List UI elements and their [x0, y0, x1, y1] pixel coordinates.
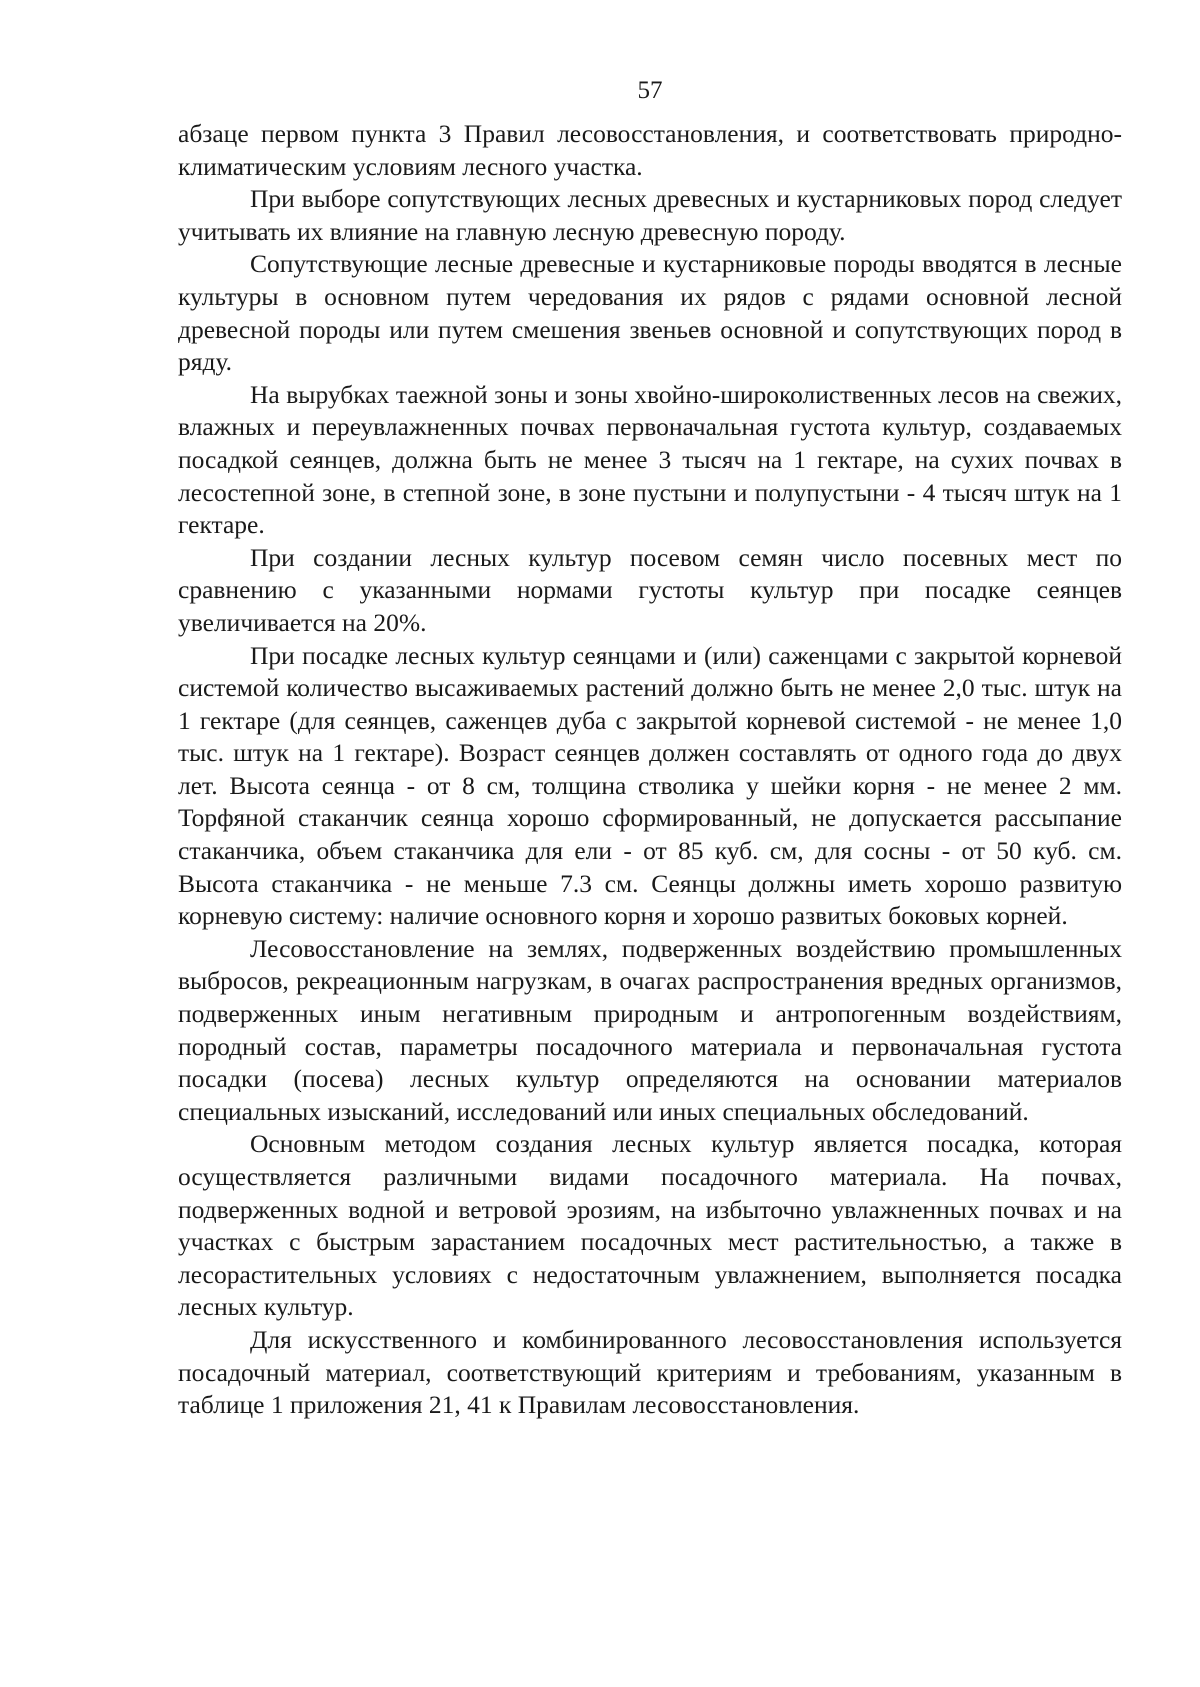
paragraph: При выборе сопутствующих лесных древесных и кустарниковых пород следует учитывать их влияние на главную лесную древесную породу. — [178, 184, 1122, 246]
page-number: 57 — [637, 77, 663, 104]
body-text — [178, 118, 1122, 1422]
paragraph: Для искусственного и комбинированного лесовосстановления используется посадочный материал, соответствующий критериям и требованиям, указанным в таблице 1 приложения 21, 41 к Правилам лесовосстановления. — [178, 1324, 1122, 1420]
paragraph: Основным методом создания лесных культур является посадка, которая осуществляется различными видами посадочного материала. На почвах, подверженных водной и ветровой эрозиям, на избыточно увлажненных почвах и на участках с быстрым зарастанием посадочных мест растительностью, а также в лесорастительных условиях с недостаточным увлажнением, выполняется посадка лесных культур. — [178, 1129, 1122, 1322]
paragraph: На вырубках таежной зоны и зоны хвойно-широколиственных лесов на свежих, влажных и переувлажненных почвах первоначальная густота культур, создаваемых посадкой сеянцев, должна быть не менее 3 тысяч на 1 гектаре, на сухих почвах в лесостепной зоне, в степной зоне, в зоне пустыни и полупустыни - 4 тысяч штук на 1 гектаре. — [178, 379, 1122, 540]
paragraph: При посадке лесных культур сеянцами и (или) саженцами с закрытой корневой системой количество высаживаемых растений должно быть не менее 2,0 тыс. штук на 1 гектаре (для сеянцев, саженцев дуба с закрытой корневой системой - не менее 1,0 тыс. штук на 1 гектаре). Возраст сеянцев должен составлять от одного года до двух лет. Высота сеянца - от 8 см, толщина стволика у шейки корня - не менее 2 мм. Торфяной стаканчик сеянца хорошо сформированный, не допускается рассыпание стаканчика, объем стаканчика для ели - от 85 куб. см, для сосны - от 50 куб. см. Высота стаканчика - не меньше 7.3 см. Сеянцы должны иметь хорошо развитую корневую систему: наличие основного корня и хорошо развитых боковых корней. — [178, 640, 1122, 931]
paragraph: Сопутствующие лесные древесные и кустарниковые породы вводятся в лесные культуры в основном путем чередования их рядов с рядами основной лесной древесной породы или путем смешения звеньев основной и сопутствующих пород в ряду. — [178, 249, 1122, 377]
paragraph: Лесовосстановление на землях, подверженных воздействию промышленных выбросов, рекреационным нагрузкам, в очагах распространения вредных организмов, подверженных иным негативным природным и антропогенным воздействиям, породный состав, параметры посадочного материала и первоначальная густота посадки (посева) лесных культур определяются на основании материалов специальных изысканий, исследований или иных специальных обследований. — [178, 933, 1122, 1126]
paragraph: При создании лесных культур посевом семян число посевных мест по сравнению с указанными нормами густоты культур при посадке сеянцев увеличивается на 20%. — [178, 542, 1122, 637]
paragraph-continuation: абзаце первом пункта 3 Правил лесовосстановления, и соответствовать природно-климатическим условиям лесного участка. — [178, 119, 1122, 181]
